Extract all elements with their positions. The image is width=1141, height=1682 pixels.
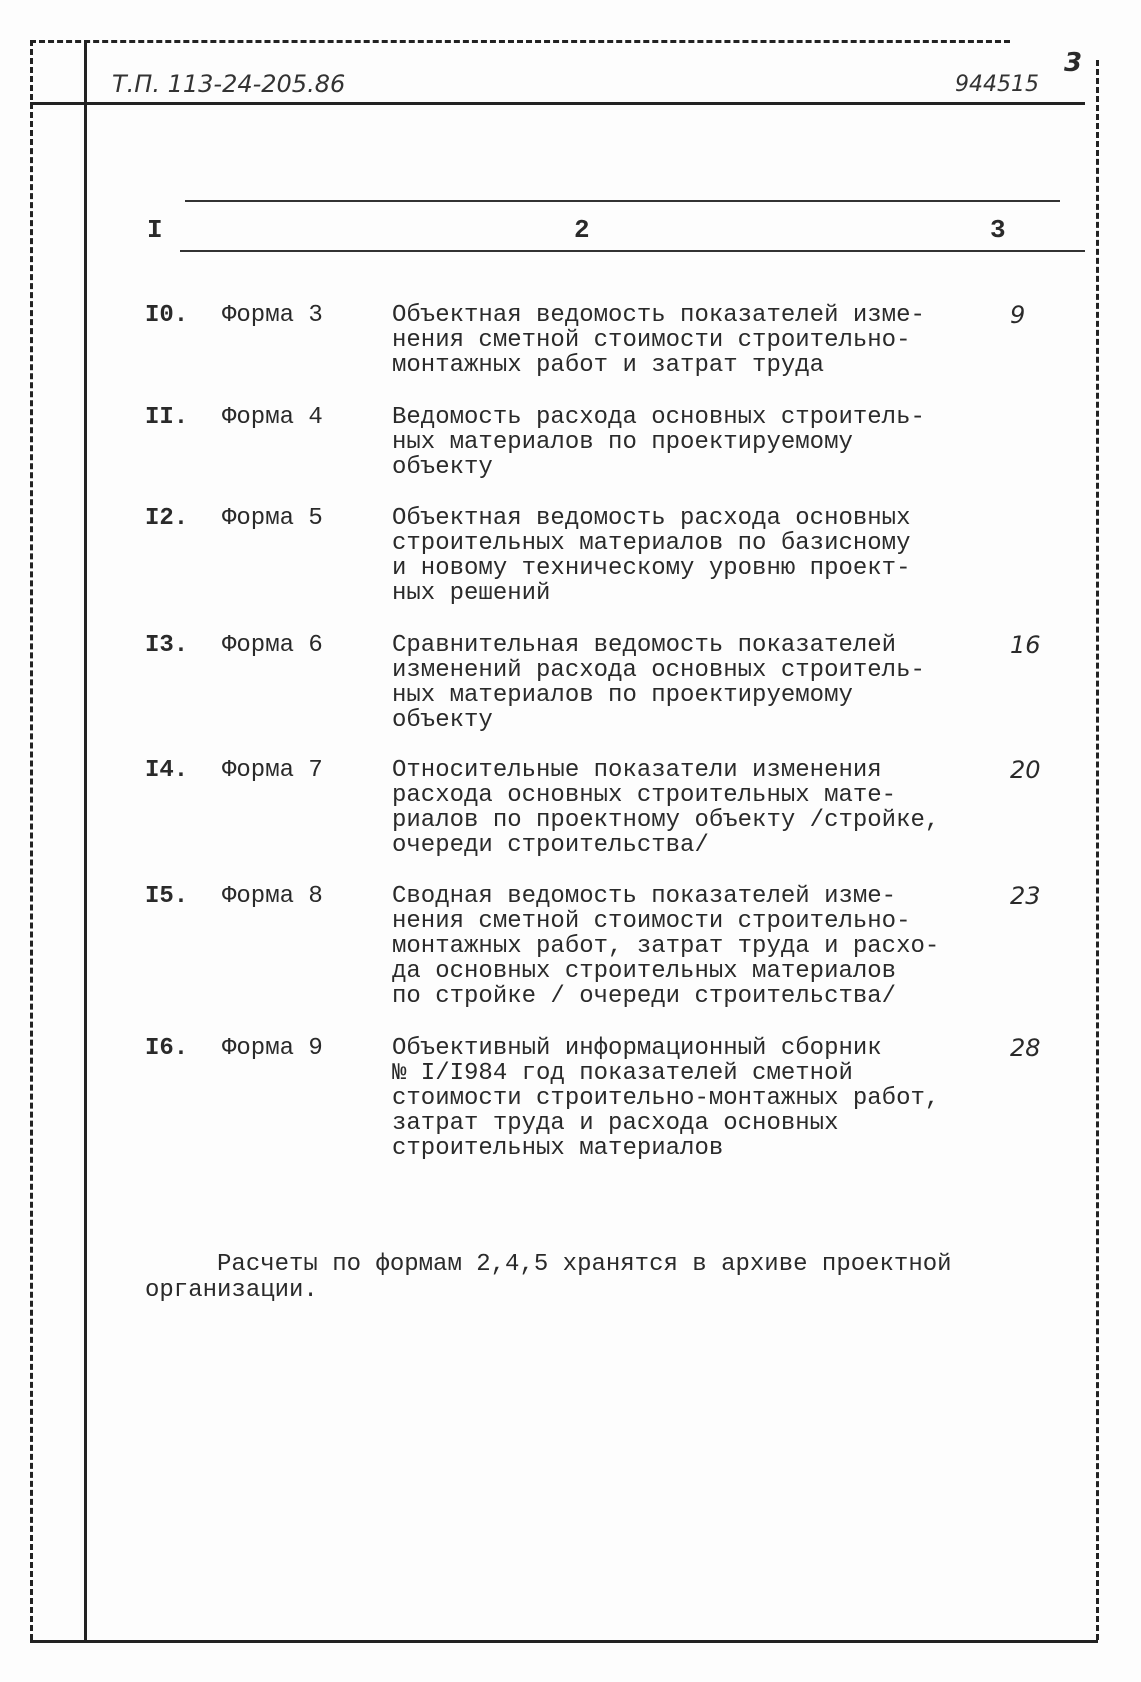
page-ref: 28 [1010,1034,1041,1062]
margin-line [84,40,87,1642]
form-name: Форма 5 [222,505,323,532]
form-name: Форма 8 [222,883,323,910]
row-description: Объективный информационный сборник № I/I984 год показателей сметной стоимости строительно-монтажных работ, затрат труда и расхода основных строительных материалов [392,1035,940,1162]
frame-border [30,40,33,1640]
page-ref: 23 [1010,882,1041,910]
row-description: Сводная ведомость показателей изме- нения сметной стоимости строительно- монтажных работ, затрат труда и расхо- да основных строительных материалов по стройке / очереди строительства/ [392,883,940,1010]
row-number: I6. [145,1035,189,1062]
row-number: I2. [145,505,189,532]
table-rule [180,250,1085,252]
row-description: Сравнительная ведомость показателей изменений расхода основных строитель- ных материалов по проектируемому объекту [392,632,925,734]
row-description: Относительные показатели изменения расхода основных строительных мате- риалов по проектному объекту /стройке, очереди строительства/ [392,757,940,859]
frame-border [1096,60,1099,1640]
form-name: Форма 6 [222,632,323,659]
column-header: I [147,215,163,245]
column-header: 3 [990,215,1006,245]
column-header: 2 [574,215,590,245]
doc-code: Т.П. 113-24-205.86 [112,70,346,98]
doc-number: 944515 [955,72,1039,97]
page-ref: 16 [1010,631,1041,659]
page-ref: 20 [1010,756,1041,784]
header-line [30,102,1085,105]
form-name: Форма 7 [222,757,323,784]
row-number: I4. [145,757,189,784]
row-number: II. [145,404,189,431]
row-number: I3. [145,632,189,659]
page-number: 3 [1064,48,1083,78]
row-description: Ведомость расхода основных строитель- ных материалов по проектируемому объекту [392,404,925,481]
row-description: Объектная ведомость показателей изме- нения сметной стоимости строительно- монтажных работ и затрат труда [392,302,925,379]
row-number: I5. [145,883,189,910]
form-name: Форма 4 [222,404,323,431]
table-rule [185,200,1060,202]
row-description: Объектная ведомость расхода основных строительных материалов по базисному и новому техническому уровню проект- ных решений [392,505,911,607]
form-name: Форма 9 [222,1035,323,1062]
form-name: Форма 3 [222,302,323,329]
frame-border [30,40,1010,43]
row-number: I0. [145,302,189,329]
page-ref: 9 [1010,301,1026,329]
frame-border [30,1640,1098,1643]
footnote: Расчеты по формам 2,4,5 хранятся в архиве проектной организации. [145,1251,952,1304]
